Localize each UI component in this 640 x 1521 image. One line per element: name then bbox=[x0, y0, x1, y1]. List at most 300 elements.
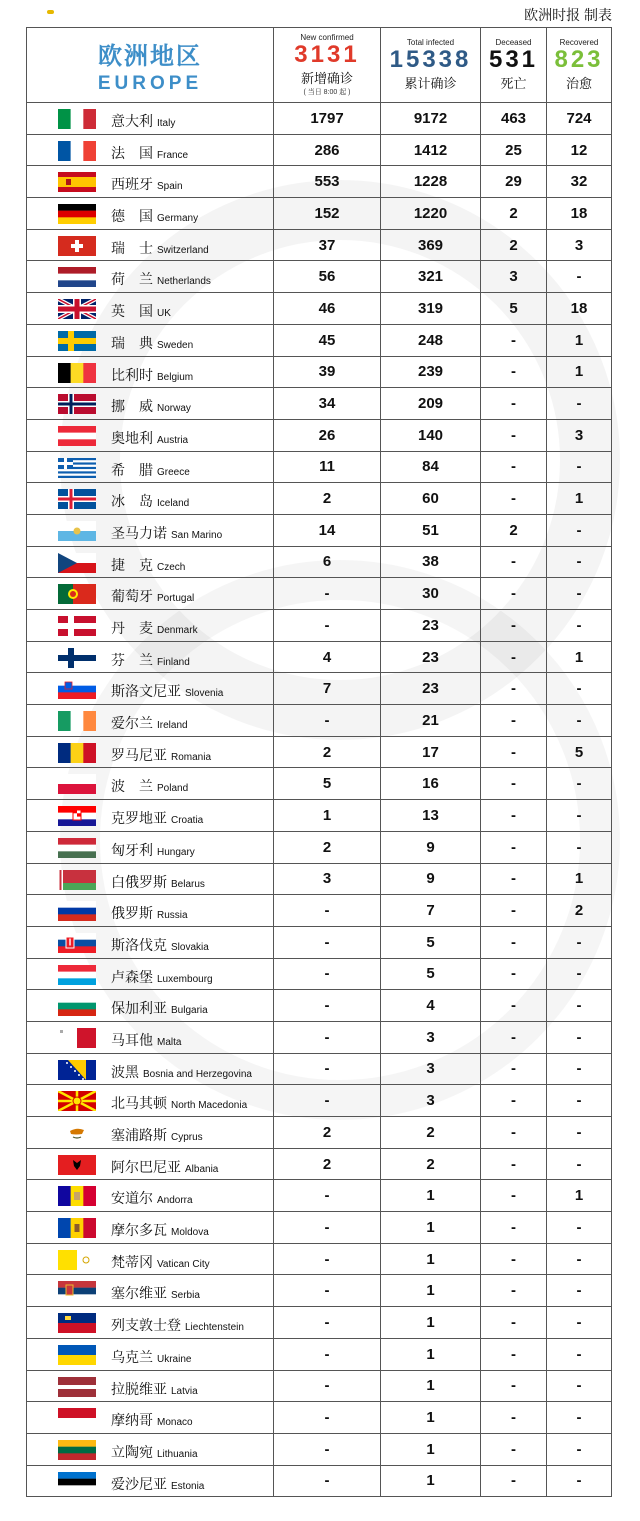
header-label-en: New confirmed bbox=[300, 33, 354, 42]
deceased-cell: - bbox=[481, 1243, 547, 1275]
deceased-cell: - bbox=[481, 1053, 547, 1085]
luxembourg-flag-icon bbox=[58, 965, 96, 985]
new-confirmed-cell: - bbox=[274, 1402, 381, 1434]
country-name-cn: 波 兰 bbox=[111, 778, 153, 795]
new-confirmed-cell: 7 bbox=[274, 673, 381, 705]
table-header bbox=[27, 28, 612, 103]
lithuania-flag bbox=[58, 1440, 96, 1460]
country-name bbox=[111, 1125, 203, 1145]
table-row bbox=[27, 578, 612, 610]
san-marino-flag bbox=[58, 521, 96, 541]
country-cell bbox=[27, 990, 274, 1022]
sweden-flag bbox=[58, 331, 96, 351]
new-confirmed-cell: - bbox=[274, 1053, 381, 1085]
country-cell bbox=[27, 863, 274, 895]
deceased-cell: - bbox=[481, 705, 547, 737]
liechtenstein-flag bbox=[58, 1313, 96, 1333]
recovered-cell: - bbox=[547, 705, 612, 737]
country-name-cn: 英 国 bbox=[111, 303, 153, 320]
new-confirmed-cell: - bbox=[274, 1338, 381, 1370]
country-name-cn: 比利时 bbox=[111, 366, 153, 383]
greece-flag-icon bbox=[58, 458, 96, 478]
total-infected-cell: 5 bbox=[381, 926, 481, 958]
table-row bbox=[27, 610, 612, 642]
deceased-cell: - bbox=[481, 451, 547, 483]
country-name bbox=[111, 111, 175, 131]
deceased-cell: 29 bbox=[481, 166, 547, 198]
country-cell bbox=[27, 1338, 274, 1370]
recovered-cell: - bbox=[547, 261, 612, 293]
country-name-en: Belarus bbox=[171, 878, 205, 890]
recovered-cell: - bbox=[547, 1212, 612, 1244]
new-confirmed-cell: - bbox=[274, 1085, 381, 1117]
table-row bbox=[27, 768, 612, 800]
country-name-cn: 挪 威 bbox=[111, 398, 153, 415]
country-cell bbox=[27, 1370, 274, 1402]
country-name bbox=[111, 428, 188, 448]
country-name-en: Cyprus bbox=[171, 1132, 203, 1143]
country-name bbox=[111, 174, 183, 194]
country-name-cn: 希 腊 bbox=[111, 461, 153, 478]
total-infected-cell: 369 bbox=[381, 229, 481, 261]
moldova-flag bbox=[58, 1218, 96, 1238]
country-name-en: Liechtenstein bbox=[185, 1322, 244, 1334]
deceased-cell: - bbox=[481, 736, 547, 768]
country-name bbox=[111, 1315, 244, 1335]
country-name bbox=[111, 998, 208, 1018]
country-name bbox=[111, 1157, 218, 1177]
recovered-cell: - bbox=[547, 1021, 612, 1053]
total-infected-cell: 17 bbox=[381, 736, 481, 768]
country-name-en: Spain bbox=[157, 181, 183, 193]
country-name-cn: 摩纳哥 bbox=[111, 1412, 153, 1429]
country-name-en: Ireland bbox=[157, 720, 188, 732]
table-row bbox=[27, 483, 612, 515]
recovered-cell: - bbox=[547, 514, 612, 546]
country-name bbox=[111, 840, 195, 860]
country-name bbox=[111, 396, 191, 416]
deceased-cell: - bbox=[481, 768, 547, 800]
table-row bbox=[27, 673, 612, 705]
cyprus-flag-icon bbox=[58, 1123, 96, 1143]
country-name bbox=[111, 206, 198, 226]
country-name-en: Norway bbox=[157, 403, 191, 415]
country-name-en: Italy bbox=[157, 118, 176, 129]
deceased-cell: - bbox=[481, 610, 547, 642]
country-name-cn: 列支敦士登 bbox=[111, 1317, 181, 1334]
total-infected-cell: 1 bbox=[381, 1307, 481, 1339]
new-confirmed-cell: 46 bbox=[274, 293, 381, 325]
finland-flag bbox=[58, 648, 96, 668]
country-name-en: Switzerland bbox=[157, 244, 209, 256]
deceased-cell: - bbox=[481, 990, 547, 1022]
new-confirmed-cell: - bbox=[274, 1212, 381, 1244]
credit-text: 欧洲时报 制表 bbox=[524, 7, 612, 23]
new-confirmed-cell: - bbox=[274, 926, 381, 958]
bulgaria-flag-icon bbox=[58, 996, 96, 1016]
new-confirmed-cell: 37 bbox=[274, 229, 381, 261]
country-name-cn: 立陶宛 bbox=[111, 1443, 153, 1460]
portugal-flag-icon bbox=[58, 584, 96, 604]
spain-flag bbox=[58, 172, 96, 192]
total-infected-cell: 3 bbox=[381, 1021, 481, 1053]
table-row bbox=[27, 831, 612, 863]
san-marino-flag-icon bbox=[58, 521, 96, 541]
new-confirmed-cell: 26 bbox=[274, 419, 381, 451]
new-confirmed-cell: - bbox=[274, 1243, 381, 1275]
recovered-cell: 1 bbox=[547, 863, 612, 895]
total-infected-cell: 9 bbox=[381, 831, 481, 863]
country-name-en: Poland bbox=[157, 783, 189, 795]
new-confirmed-cell: 2 bbox=[274, 1148, 381, 1180]
country-name-en: Latvia bbox=[171, 1385, 198, 1397]
country-name-cn: 斯洛伐克 bbox=[111, 936, 167, 953]
country-name-cn: 瑞 士 bbox=[111, 239, 153, 256]
country-name-cn: 摩尔多瓦 bbox=[111, 1222, 167, 1239]
country-cell bbox=[27, 419, 274, 451]
table-row bbox=[27, 736, 612, 768]
total-infected-cell: 38 bbox=[381, 546, 481, 578]
table-row bbox=[27, 293, 612, 325]
recovered-cell: - bbox=[547, 546, 612, 578]
country-name bbox=[111, 523, 222, 543]
country-name-en: Russia bbox=[157, 910, 188, 922]
country-name bbox=[111, 681, 223, 701]
latvia-flag bbox=[58, 1377, 96, 1397]
country-cell bbox=[27, 736, 274, 768]
country-cell bbox=[27, 705, 274, 737]
country-name-cn: 马耳他 bbox=[111, 1031, 153, 1048]
table-row bbox=[27, 990, 612, 1022]
header-new-confirmed bbox=[274, 28, 381, 103]
deceased-cell: 2 bbox=[481, 229, 547, 261]
recovered-cell: - bbox=[547, 1275, 612, 1307]
czech-flag-icon bbox=[58, 553, 96, 573]
deceased-cell: - bbox=[481, 356, 547, 388]
country-cell bbox=[27, 673, 274, 705]
country-name-cn: 葡萄牙 bbox=[111, 588, 153, 605]
country-cell bbox=[27, 1465, 274, 1497]
country-name-en: Hungary bbox=[157, 846, 195, 858]
recovered-cell: 2 bbox=[547, 895, 612, 927]
table-row bbox=[27, 1307, 612, 1339]
finland-flag-icon bbox=[58, 648, 96, 668]
total-infected-cell: 1 bbox=[381, 1370, 481, 1402]
table-row bbox=[27, 958, 612, 990]
country-name-cn: 爱尔兰 bbox=[111, 715, 153, 732]
country-name bbox=[111, 491, 189, 511]
new-confirmed-cell: 14 bbox=[274, 514, 381, 546]
new-confirmed-cell: - bbox=[274, 958, 381, 990]
poland-flag bbox=[58, 774, 96, 794]
russia-flag bbox=[58, 901, 96, 921]
recovered-cell: 1 bbox=[547, 483, 612, 515]
total-infected-cell: 23 bbox=[381, 641, 481, 673]
country-name-cn: 瑞 典 bbox=[111, 334, 153, 351]
new-confirmed-cell: - bbox=[274, 1370, 381, 1402]
deceased-cell: - bbox=[481, 1212, 547, 1244]
country-name bbox=[111, 143, 188, 163]
deceased-cell: - bbox=[481, 1117, 547, 1149]
table-row bbox=[27, 1053, 612, 1085]
country-cell bbox=[27, 229, 274, 261]
recovered-cell: - bbox=[547, 1402, 612, 1434]
region-en: EUROPE bbox=[97, 72, 203, 94]
deceased-cell: 2 bbox=[481, 514, 547, 546]
table-row bbox=[27, 1338, 612, 1370]
country-name-cn: 克罗地亚 bbox=[111, 810, 167, 827]
country-name-en: Denmark bbox=[157, 625, 198, 636]
france-flag-icon bbox=[58, 141, 96, 161]
table-row bbox=[27, 1275, 612, 1307]
estonia-flag-icon bbox=[58, 1472, 96, 1492]
hungary-flag-icon bbox=[58, 838, 96, 858]
new-confirmed-cell: - bbox=[274, 578, 381, 610]
country-name-cn: 德 国 bbox=[111, 208, 153, 225]
total-infected-cell: 4 bbox=[381, 990, 481, 1022]
deceased-cell: 463 bbox=[481, 103, 547, 135]
new-confirmed-cell: 4 bbox=[274, 641, 381, 673]
total-infected-cell: 321 bbox=[381, 261, 481, 293]
country-name-cn: 阿尔巴尼亚 bbox=[111, 1158, 181, 1175]
romania-flag bbox=[58, 743, 96, 763]
netherlands-flag-icon bbox=[58, 267, 96, 287]
deceased-cell: - bbox=[481, 1465, 547, 1497]
country-name bbox=[111, 1474, 204, 1494]
croatia-flag-icon bbox=[58, 806, 96, 826]
total-infected-cell: 23 bbox=[381, 673, 481, 705]
country-name-en: Bosnia and Herzegovina bbox=[143, 1068, 252, 1080]
deceased-cell: 2 bbox=[481, 198, 547, 230]
recovered-cell: - bbox=[547, 1465, 612, 1497]
country-name-en: Lithuania bbox=[157, 1448, 198, 1460]
new-confirmed-cell: 1797 bbox=[274, 103, 381, 135]
country-name-en: Monaco bbox=[157, 1417, 193, 1429]
country-name bbox=[111, 808, 203, 828]
denmark-flag-icon bbox=[58, 616, 96, 636]
country-name-cn: 匈牙利 bbox=[111, 841, 153, 858]
total-infected-cell: 209 bbox=[381, 388, 481, 420]
header-recovered bbox=[547, 28, 612, 103]
country-name bbox=[111, 238, 209, 258]
italy-flag-icon bbox=[58, 109, 96, 129]
recovered-cell: - bbox=[547, 388, 612, 420]
deceased-cell: - bbox=[481, 1148, 547, 1180]
slovenia-flag bbox=[58, 679, 96, 699]
table-row bbox=[27, 641, 612, 673]
country-cell bbox=[27, 451, 274, 483]
recovered-cell: 1 bbox=[547, 641, 612, 673]
total-infected-cell: 1 bbox=[381, 1402, 481, 1434]
country-name-cn: 奥地利 bbox=[111, 429, 153, 446]
total-infected-cell: 23 bbox=[381, 610, 481, 642]
albania-flag-icon bbox=[58, 1155, 96, 1175]
new-confirmed-cell: 11 bbox=[274, 451, 381, 483]
table-row bbox=[27, 166, 612, 198]
iceland-flag-icon bbox=[58, 489, 96, 509]
country-cell bbox=[27, 926, 274, 958]
country-cell bbox=[27, 895, 274, 927]
country-cell bbox=[27, 1148, 274, 1180]
estonia-flag bbox=[58, 1472, 96, 1492]
europe-cases-table bbox=[26, 27, 612, 1497]
total-infected-cell: 3 bbox=[381, 1085, 481, 1117]
country-name-cn: 荷 兰 bbox=[111, 271, 153, 288]
table-row bbox=[27, 1212, 612, 1244]
total-infected-cell: 21 bbox=[381, 705, 481, 737]
total-infected-cell: 1 bbox=[381, 1275, 481, 1307]
table-row bbox=[27, 1402, 612, 1434]
country-cell bbox=[27, 356, 274, 388]
country-name-en: Greece bbox=[157, 466, 190, 478]
logo-mark bbox=[47, 10, 54, 14]
country-name bbox=[111, 903, 188, 923]
recovered-cell: 18 bbox=[547, 198, 612, 230]
total-infected-cell: 5 bbox=[381, 958, 481, 990]
header-label-cn: 治愈 bbox=[565, 76, 592, 91]
hungary-flag bbox=[58, 838, 96, 858]
table-row bbox=[27, 1433, 612, 1465]
total-infected-cell: 60 bbox=[381, 483, 481, 515]
header-value: 15338 bbox=[389, 46, 472, 73]
recovered-cell: - bbox=[547, 800, 612, 832]
header-label-cn: 死亡 bbox=[500, 76, 527, 91]
country-name-en: Luxembourg bbox=[157, 973, 213, 985]
recovered-cell: - bbox=[547, 1085, 612, 1117]
deceased-cell: - bbox=[481, 483, 547, 515]
header-label-cn: 新增确诊 bbox=[300, 71, 353, 86]
luxembourg-flag bbox=[58, 965, 96, 985]
header-value: 823 bbox=[554, 46, 604, 73]
new-confirmed-cell: 2 bbox=[274, 831, 381, 863]
bulgaria-flag bbox=[58, 996, 96, 1016]
country-name bbox=[111, 650, 190, 670]
table-row bbox=[27, 388, 612, 420]
header-label-en: Total infected bbox=[406, 38, 455, 47]
country-cell bbox=[27, 1212, 274, 1244]
deceased-cell: - bbox=[481, 1180, 547, 1212]
header-value: 531 bbox=[488, 46, 539, 73]
andorra-flag bbox=[58, 1186, 96, 1206]
country-cell bbox=[27, 1117, 274, 1149]
ukraine-flag bbox=[58, 1345, 96, 1365]
russia-flag-icon bbox=[58, 901, 96, 921]
new-confirmed-cell: 39 bbox=[274, 356, 381, 388]
belarus-flag-icon bbox=[58, 870, 96, 890]
country-cell bbox=[27, 800, 274, 832]
country-name-en: Iceland bbox=[157, 498, 190, 510]
header-value: 3131 bbox=[294, 41, 360, 68]
austria-flag bbox=[58, 426, 96, 446]
deceased-cell: - bbox=[481, 1085, 547, 1117]
deceased-cell: - bbox=[481, 419, 547, 451]
country-name-cn: 保加利亚 bbox=[111, 1000, 167, 1017]
deceased-cell: 25 bbox=[481, 134, 547, 166]
country-cell bbox=[27, 166, 274, 198]
country-cell bbox=[27, 134, 274, 166]
deceased-cell: - bbox=[481, 578, 547, 610]
ireland-flag-icon bbox=[58, 711, 96, 731]
lithuania-flag-icon bbox=[58, 1440, 96, 1460]
country-name bbox=[111, 935, 209, 955]
country-cell bbox=[27, 261, 274, 293]
total-infected-cell: 1 bbox=[381, 1180, 481, 1212]
recovered-cell: - bbox=[547, 1338, 612, 1370]
country-name bbox=[111, 1442, 198, 1462]
country-name-en: Romania bbox=[171, 751, 212, 763]
header-total-infected bbox=[381, 28, 481, 103]
albania-flag bbox=[58, 1155, 96, 1175]
total-infected-cell: 140 bbox=[381, 419, 481, 451]
netherlands-flag bbox=[58, 267, 96, 287]
header-label-en: Recovered bbox=[559, 38, 599, 47]
deceased-cell: - bbox=[481, 324, 547, 356]
france-flag bbox=[58, 141, 96, 161]
ireland-flag bbox=[58, 711, 96, 731]
new-confirmed-cell: 45 bbox=[274, 324, 381, 356]
table-row bbox=[27, 1180, 612, 1212]
iceland-flag bbox=[58, 489, 96, 509]
country-cell bbox=[27, 198, 274, 230]
deceased-cell: - bbox=[481, 926, 547, 958]
recovered-cell: 12 bbox=[547, 134, 612, 166]
recovered-cell: - bbox=[547, 926, 612, 958]
germany-flag-icon bbox=[58, 204, 96, 224]
country-cell bbox=[27, 1085, 274, 1117]
country-name-cn: 意大利 bbox=[111, 113, 153, 129]
deceased-cell: - bbox=[481, 895, 547, 927]
country-cell bbox=[27, 1275, 274, 1307]
country-name-cn: 爱沙尼亚 bbox=[111, 1475, 167, 1492]
region-title bbox=[27, 28, 274, 103]
table-row bbox=[27, 419, 612, 451]
deceased-cell: - bbox=[481, 831, 547, 863]
country-cell bbox=[27, 324, 274, 356]
new-confirmed-cell: - bbox=[274, 895, 381, 927]
country-name-en: Sweden bbox=[157, 339, 194, 351]
latvia-flag-icon bbox=[58, 1377, 96, 1397]
country-name bbox=[111, 1062, 252, 1082]
country-name bbox=[111, 555, 185, 575]
sweden-flag-icon bbox=[58, 331, 96, 351]
belarus-flag bbox=[58, 870, 96, 890]
country-name-cn: 塞浦路斯 bbox=[111, 1127, 167, 1143]
header-label-en: Deceased bbox=[495, 38, 532, 47]
recovered-cell: - bbox=[547, 831, 612, 863]
country-cell bbox=[27, 1433, 274, 1465]
new-confirmed-cell: 1 bbox=[274, 800, 381, 832]
table-row bbox=[27, 1021, 612, 1053]
vatican-flag bbox=[58, 1250, 96, 1270]
denmark-flag bbox=[58, 616, 96, 636]
country-name-cn: 拉脱维亚 bbox=[111, 1380, 167, 1397]
country-name-en: Czech bbox=[157, 561, 186, 573]
deceased-cell: - bbox=[481, 1402, 547, 1434]
country-cell bbox=[27, 1053, 274, 1085]
country-name-en: Vatican City bbox=[157, 1258, 210, 1270]
country-name bbox=[111, 301, 171, 321]
country-name-en: Estonia bbox=[171, 1480, 205, 1492]
serbia-flag-icon bbox=[58, 1281, 96, 1301]
total-infected-cell: 7 bbox=[381, 895, 481, 927]
recovered-cell: - bbox=[547, 1243, 612, 1275]
new-confirmed-cell: - bbox=[274, 705, 381, 737]
country-name-cn: 白俄罗斯 bbox=[111, 873, 167, 890]
recovered-cell: - bbox=[547, 1307, 612, 1339]
country-name bbox=[111, 1093, 247, 1113]
total-infected-cell: 3 bbox=[381, 1053, 481, 1085]
moldova-flag-icon bbox=[58, 1218, 96, 1238]
